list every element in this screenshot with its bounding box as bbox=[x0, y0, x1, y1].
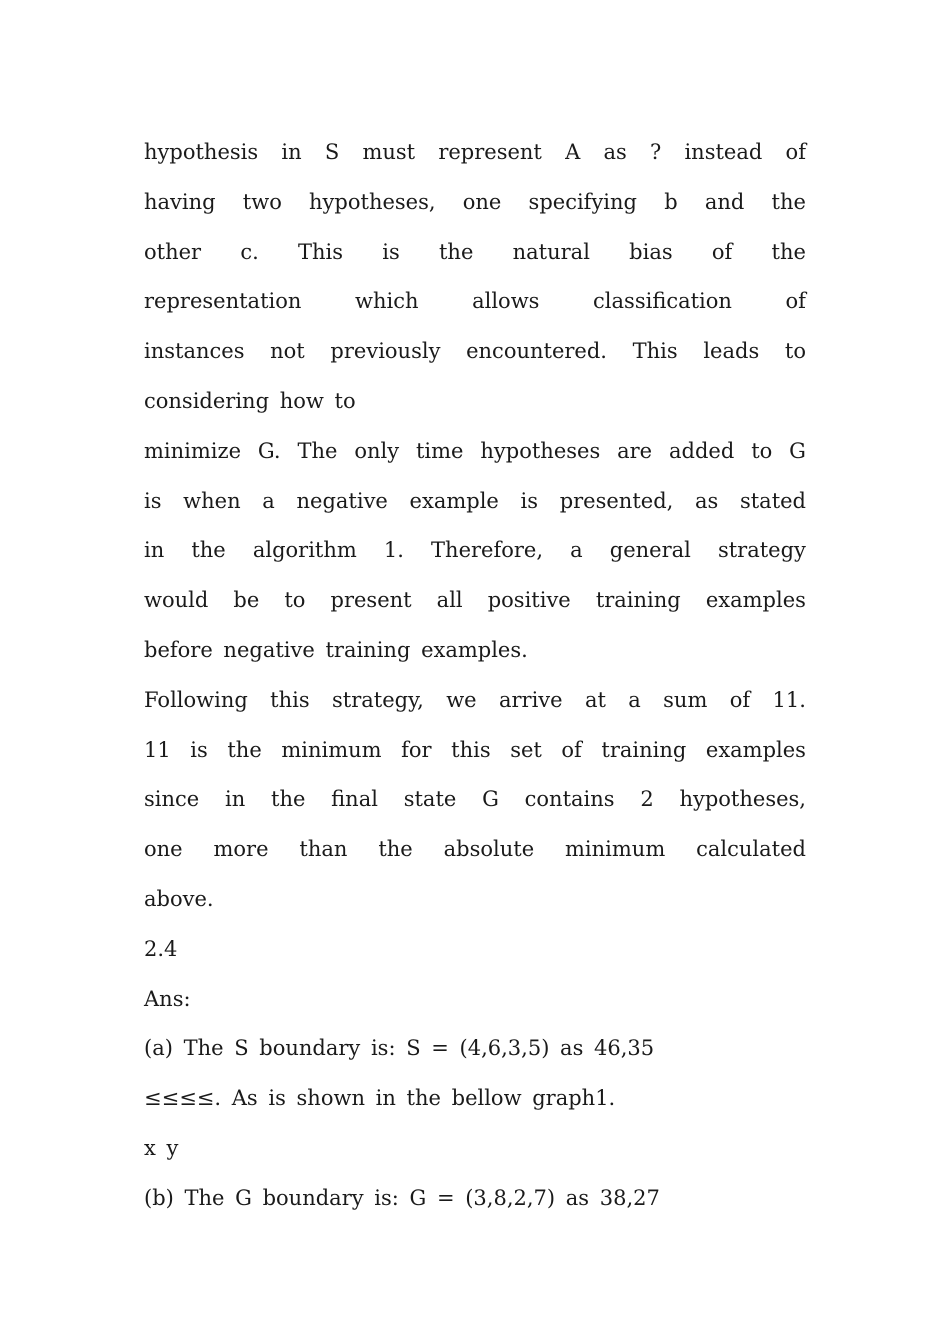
word: G bbox=[482, 787, 499, 812]
word: a bbox=[262, 488, 275, 513]
word: for bbox=[401, 737, 432, 762]
word: hypotheses bbox=[480, 438, 601, 463]
word: this bbox=[451, 737, 491, 762]
word: 1. bbox=[383, 538, 404, 563]
word: instances bbox=[144, 339, 245, 364]
word: hypothesis bbox=[144, 140, 259, 164]
word: c. bbox=[240, 239, 259, 264]
word: at bbox=[584, 687, 606, 712]
word: minimum bbox=[565, 837, 666, 862]
word: leads bbox=[703, 339, 760, 364]
word: is bbox=[520, 488, 539, 513]
word: Therefore, bbox=[431, 538, 544, 563]
word: algorithm bbox=[252, 538, 357, 563]
word: Following bbox=[144, 687, 248, 712]
word: and bbox=[704, 189, 745, 214]
word: examples bbox=[705, 737, 806, 762]
text-line bbox=[144, 726, 806, 776]
word: as bbox=[694, 488, 719, 513]
word: the bbox=[378, 837, 413, 862]
word: instead bbox=[684, 140, 763, 164]
word: not bbox=[270, 339, 305, 364]
text-line: above. bbox=[144, 886, 214, 911]
word: in bbox=[224, 787, 246, 812]
word: examples bbox=[705, 588, 806, 613]
word: strategy, bbox=[332, 687, 424, 712]
word: the bbox=[771, 239, 806, 264]
word: to bbox=[784, 339, 806, 364]
word: in bbox=[144, 538, 165, 563]
word: S bbox=[324, 140, 340, 164]
word: state bbox=[403, 787, 457, 812]
word: be bbox=[233, 588, 260, 613]
word: sum bbox=[663, 687, 708, 712]
word: of bbox=[711, 239, 733, 264]
word: to bbox=[284, 588, 306, 613]
word: a bbox=[628, 687, 641, 712]
word: are bbox=[617, 438, 653, 463]
word: The bbox=[297, 438, 338, 463]
word: since bbox=[144, 787, 200, 812]
word: is bbox=[144, 488, 162, 513]
word: must bbox=[362, 140, 416, 164]
word: the bbox=[191, 538, 226, 563]
word: to bbox=[751, 438, 773, 463]
word: of bbox=[561, 737, 582, 762]
word: which bbox=[354, 289, 419, 314]
word: minimize bbox=[144, 438, 241, 463]
word: is bbox=[382, 239, 400, 264]
word: represent bbox=[438, 140, 542, 164]
text-line bbox=[144, 327, 806, 377]
word: classification bbox=[593, 289, 732, 314]
word: allows bbox=[472, 289, 540, 314]
word: is bbox=[190, 737, 208, 762]
word: when bbox=[183, 488, 241, 513]
word: two bbox=[242, 189, 282, 214]
word: minimum bbox=[281, 737, 382, 762]
word: would bbox=[144, 588, 209, 613]
word: negative bbox=[296, 488, 388, 513]
word: the bbox=[271, 787, 306, 812]
word: representation bbox=[144, 289, 302, 314]
word: present bbox=[330, 588, 412, 613]
text-line bbox=[144, 128, 806, 178]
word: all bbox=[436, 588, 463, 613]
word: final bbox=[331, 787, 378, 812]
word: having bbox=[144, 189, 216, 214]
word: ? bbox=[649, 140, 662, 164]
text-line bbox=[144, 178, 806, 228]
text-line: 2.4 bbox=[144, 936, 178, 961]
text-line: x y bbox=[144, 1135, 179, 1160]
word: in bbox=[281, 140, 302, 164]
word: of bbox=[729, 687, 751, 712]
text-line: Ans: bbox=[144, 986, 191, 1011]
word: of bbox=[785, 140, 806, 164]
word: positive bbox=[487, 588, 571, 613]
word: the bbox=[438, 239, 474, 264]
word: more bbox=[213, 837, 269, 862]
word: stated bbox=[739, 488, 806, 513]
text-line: before negative training examples. bbox=[144, 637, 528, 662]
word: this bbox=[270, 687, 310, 712]
text-line bbox=[144, 825, 806, 875]
word: other bbox=[144, 239, 202, 264]
word: 11 bbox=[144, 737, 171, 762]
word: b bbox=[664, 189, 678, 214]
word: as bbox=[603, 140, 627, 164]
word: A bbox=[565, 140, 581, 164]
text-line bbox=[144, 427, 806, 477]
text-line: ≤≤≤≤. As is shown in the bellow graph1. bbox=[144, 1086, 616, 1111]
word: natural bbox=[512, 239, 590, 264]
text-line bbox=[144, 576, 806, 626]
word: one bbox=[462, 189, 502, 214]
word: training bbox=[595, 588, 681, 613]
word: G bbox=[789, 438, 806, 463]
word: hypotheses, bbox=[309, 189, 436, 214]
word: hypotheses, bbox=[679, 787, 806, 812]
word: bias bbox=[629, 239, 673, 264]
text-line bbox=[144, 277, 806, 327]
text-line: (b) The G boundary is: G = (3,8,2,7) as 38,27 bbox=[144, 1185, 660, 1210]
word: 2 bbox=[640, 787, 654, 812]
text-line: considering how to bbox=[144, 388, 356, 413]
word: G. bbox=[257, 438, 281, 463]
word: general bbox=[609, 538, 691, 563]
word: 11. bbox=[772, 687, 806, 712]
word: one bbox=[144, 837, 183, 862]
word: absolute bbox=[443, 837, 535, 862]
word: set bbox=[510, 737, 542, 762]
word: encountered. bbox=[466, 339, 607, 364]
word: a bbox=[570, 538, 583, 563]
word: the bbox=[227, 737, 262, 762]
text-line bbox=[144, 228, 806, 278]
word: only bbox=[354, 438, 400, 463]
word: than bbox=[299, 837, 348, 862]
text-line: (a) The S boundary is: S = (4,6,3,5) as 46,35 bbox=[144, 1036, 655, 1061]
word: contains bbox=[524, 787, 615, 812]
word: previously bbox=[330, 339, 441, 364]
word: example bbox=[409, 488, 499, 513]
word: specifying bbox=[528, 189, 637, 214]
body-text bbox=[144, 128, 806, 1224]
word: added bbox=[669, 438, 735, 463]
text-line bbox=[144, 775, 806, 825]
text-line bbox=[144, 526, 806, 576]
text-line bbox=[144, 477, 806, 527]
word: the bbox=[771, 189, 806, 214]
word: of bbox=[785, 289, 806, 314]
text-line bbox=[144, 676, 806, 726]
word: time bbox=[415, 438, 464, 463]
word: arrive bbox=[498, 687, 563, 712]
word: we bbox=[446, 687, 477, 712]
word: training bbox=[601, 737, 687, 762]
word: presented, bbox=[559, 488, 674, 513]
word: This bbox=[632, 339, 678, 364]
word: strategy bbox=[717, 538, 806, 563]
word: This bbox=[297, 239, 344, 264]
word: calculated bbox=[696, 837, 806, 862]
